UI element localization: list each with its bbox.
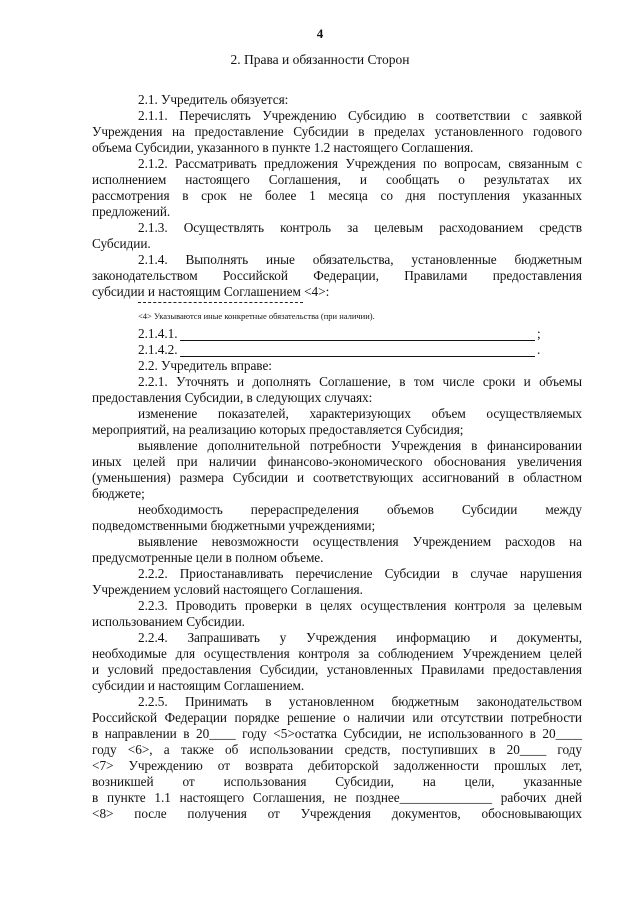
paragraph-line: 2.1.2. Рассматривать предложения Учреждения по вопросам, связанным с (138, 156, 582, 171)
paragraph-line: мероприятий, на реализацию которых предоставляется Субсидия; (92, 422, 464, 437)
section-title: 2. Права и обязанности Сторон (230, 52, 410, 67)
paragraph-line: Учреждением условий настоящего Соглашения. (92, 582, 363, 597)
paragraph-line: 2.1.1. Перечислять Учреждению Субсидию в соответствии с заявкой (138, 108, 582, 123)
paragraph-line: 2.2.5. Принимать в установленном бюджетным законодательством (138, 694, 582, 709)
paragraph-line: исполнением настоящего Соглашения, и сообщать о результатах их (92, 172, 582, 187)
paragraph-line: 2.1. Учредитель обязуется: (138, 92, 289, 107)
paragraph-line: рассмотрения в срок не более 1 месяца со дня поступления указанных (92, 188, 582, 203)
item-label: 2.1.4.2. (138, 342, 178, 357)
paragraph-line: подведомственными бюджетными учреждениями; (92, 518, 376, 533)
paragraph-line: субсидии и настоящим Соглашением. (92, 678, 305, 693)
paragraph-line: использованием Субсидии. (92, 614, 245, 629)
paragraph-line: 2.2.4. Запрашивать у Учреждения информацию и документы, (138, 630, 582, 645)
paragraph-line: 2.2.2. Приостанавливать перечисление Субсидии в случае нарушения (138, 566, 582, 581)
paragraph-line: предусмотренные цели в полном объеме. (92, 550, 324, 565)
paragraph-line: (уменьшения) размера Субсидии и соответствующих ассигнований в областном (92, 470, 582, 485)
paragraph-line: возникшей от использования Субсидии, на цели, указанные (92, 774, 582, 789)
item-end: ; (537, 326, 541, 341)
paragraph-line: 2.2.3. Проводить проверки в целях осуществления контроля за целевым (138, 598, 582, 613)
item-label: 2.1.4.1. (138, 326, 178, 341)
paragraph-line: 2.1.4. Выполнять иные обязательства, установленные бюджетным (138, 252, 582, 267)
paragraph-line: выявление невозможности осуществления Учреждением расходов на (138, 534, 582, 549)
item-end: . (537, 342, 541, 357)
paragraph-line: выявление дополнительной потребности Учреждения в финансировании (138, 438, 582, 453)
paragraph-line: <8> после получения от Учреждения документов, обосновывающих (92, 806, 582, 821)
fill-in-line[interactable] (180, 356, 535, 357)
paragraph-line: Учреждения на предоставление Субсидии в пределах установленного годового (92, 124, 582, 139)
paragraph-line: в пункте 1.1 настоящего Соглашения, не позднее______________ рабочих дней (92, 790, 582, 805)
paragraph-line: объема Субсидии, указанного в пункте 1.2 настоящего Соглашения. (92, 140, 474, 155)
paragraph-line: году <6>, а также об использовании средств, поступивших в 20____ году (92, 742, 582, 757)
paragraph-line: 2.1.3. Осуществлять контроль за целевым расходованием средств (138, 220, 582, 235)
paragraph-line: субсидии и настоящим Соглашением <4>: (92, 284, 330, 299)
paragraph-line: <7> Учреждению от возврата дебиторской задолженности прошлых лет, (92, 758, 582, 773)
paragraph-line: иных целей при наличии финансово-экономического обоснования увеличения (92, 454, 582, 469)
footnote-separator (138, 302, 303, 303)
paragraph-line: изменение показателей, характеризующих объем осуществляемых (138, 406, 582, 421)
paragraph-line: в направлении в 20____ году <5>остатка Субсидии, не использованного в 20____ (92, 726, 582, 741)
page-number: 4 (316, 26, 324, 41)
paragraph-line: Российской Федерации порядке решение о наличии или отсутствии потребности (92, 710, 582, 725)
paragraph-line: 2.2. Учредитель вправе: (138, 358, 272, 373)
paragraph-line: и условий предоставления Субсидии, установленных Правилами предоставления (92, 662, 582, 677)
paragraph-line: предоставления Субсидии, в следующих случаях: (92, 390, 373, 405)
paragraph-line: бюджете; (92, 486, 145, 501)
paragraph-line: предложений. (92, 204, 171, 219)
paragraph-line: 2.2.1. Уточнять и дополнять Соглашение, в том числе сроки и объемы (138, 374, 582, 389)
paragraph-line: законодательством Российской Федерации, Правилами предоставления (92, 268, 582, 283)
footnote: <4> Указываются иные конкретные обязательства (при наличии). (138, 311, 375, 321)
fill-in-line[interactable] (180, 340, 535, 341)
paragraph-line: необходимые для осуществления контроля за соблюдением Учреждением целей (92, 646, 582, 661)
paragraph-line: Субсидии. (92, 236, 151, 251)
paragraph-line: необходимость перераспределения объемов Субсидии между (138, 502, 582, 517)
